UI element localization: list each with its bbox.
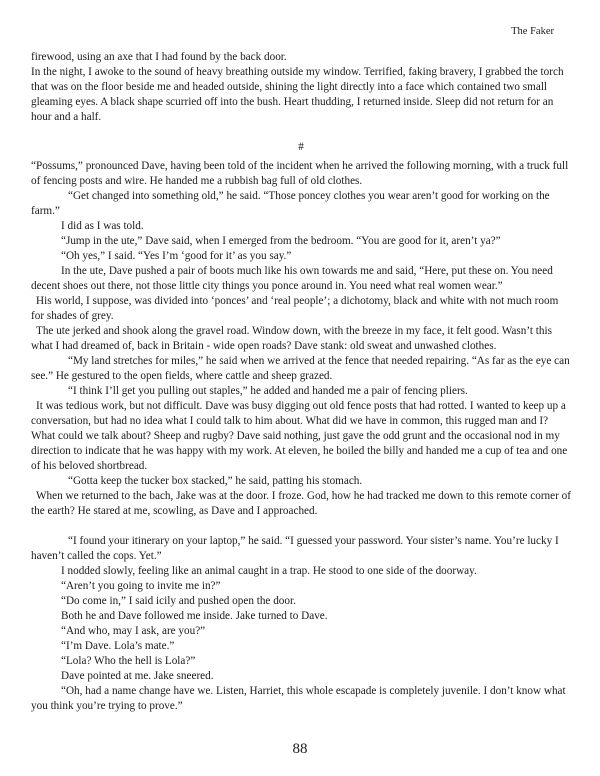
running-header: The Faker	[511, 26, 554, 37]
paragraph: firewood, using an axe that I had found by the back door.	[31, 51, 287, 63]
page-number: 88	[292, 741, 308, 757]
paragraph: “I found your itinerary on your laptop,” he said. “I guessed your password. Your sister’s name. You’re lucky I haven’t called the cops. Yet.”	[31, 535, 559, 562]
paragraph: “And who, may I ask, are you?”	[61, 625, 206, 637]
paragraph: “Jump in the ute,” Dave said, when I emerged from the bedroom. “You are good for it, aren’t ya?”	[61, 235, 501, 247]
paragraph: Both he and Dave followed me inside. Jake turned to Dave.	[61, 610, 328, 622]
paragraph: His world, I suppose, was divided into ‘ponces’ and ‘real people’; a dichotomy, black and white with not much room for shades of grey.	[31, 295, 559, 322]
paragraph: “Lola? Who the hell is Lola?”	[61, 655, 196, 667]
paragraph: “I think I’ll get you pulling out staples,” he added and handed me a pair of fencing pliers.	[68, 385, 468, 397]
paragraph: “My land stretches for miles,” he said when we arrived at the fence that needed repairing. “As far as the eye can see.” He gestured to the open fields, where cattle and sheep grazed.	[31, 355, 570, 382]
body-text	[31, 50, 571, 714]
paragraph: “Aren’t you going to invite me in?”	[61, 580, 221, 592]
paragraph: The ute jerked and shook along the gravel road. Window down, with the breeze in my face, it felt good. Wasn’t this what I had dreamed of, back in Britain - wide open roads? Dave stank: old sweat and unwashed clothes.	[31, 325, 552, 352]
paragraph: “I’m Dave. Lola’s mate.”	[61, 640, 175, 652]
paragraph: When we returned to the bach, Jake was at the door. I froze. God, how he had tracked me down to this remote corner of the earth? He stared at me, scowling, as Dave and I approached.	[31, 490, 571, 517]
paragraph: “Oh, had a name change have we. Listen, Harriet, this whole escapade is completely juvenile. I don’t know what you think you’re trying to prove.”	[31, 685, 566, 712]
paragraph: In the night, I awoke to the sound of heavy breathing outside my window. Terrified, faking bravery, I grabbed the torch that was on the floor beside me and headed outside, shining the light directly into a face which contained two small gleaming eyes. A black shape scurried off into the bush. Heart thudding, I returned inside. Sleep did not return for an hour and a half.	[31, 66, 564, 123]
section-separator: #	[298, 141, 304, 153]
paragraph: In the ute, Dave pushed a pair of boots much like his own towards me and said, “Here, put these on. You need decent shoes out there, not those little city things you ponce around in. You need what real women wear.”	[31, 265, 553, 292]
paragraph: “Gotta keep the tucker box stacked,” he said, patting his stomach.	[68, 475, 363, 487]
paragraph: I did as I was told.	[61, 220, 144, 232]
paragraph: I nodded slowly, feeling like an animal caught in a trap. He stood to one side of the doorway.	[61, 565, 477, 577]
paragraph: It was tedious work, but not difficult. Dave was busy digging out old fence posts that had rotted. I wanted to keep up a conversation, but had no idea what I could talk to him about. What did we have in common, this rugged man and I? What could we talk about? Sheep and rugby? Dave said nothing, just gave the odd grunt and the occasional nod in my direction to indicate that he was happy with my work. At eleven, he boiled the billy and handed me a cup of tea and one of his beloved shortbread.	[31, 400, 568, 472]
paragraph: “Do come in,” I said icily and pushed open the door.	[61, 595, 296, 607]
paragraph: “Oh yes,” I said. “Yes I’m ‘good for it’ as you say.”	[61, 250, 292, 262]
paragraph: Dave pointed at me. Jake sneered.	[61, 670, 214, 682]
paragraph: “Get changed into something old,” he said. “Those poncey clothes you wear aren’t good for working on the farm.”	[31, 190, 550, 217]
paragraph: “Possums,” pronounced Dave, having been told of the incident when he arrived the following morning, with a truck full of fencing posts and wire. He handed me a rubbish bag full of old clothes.	[31, 160, 569, 187]
